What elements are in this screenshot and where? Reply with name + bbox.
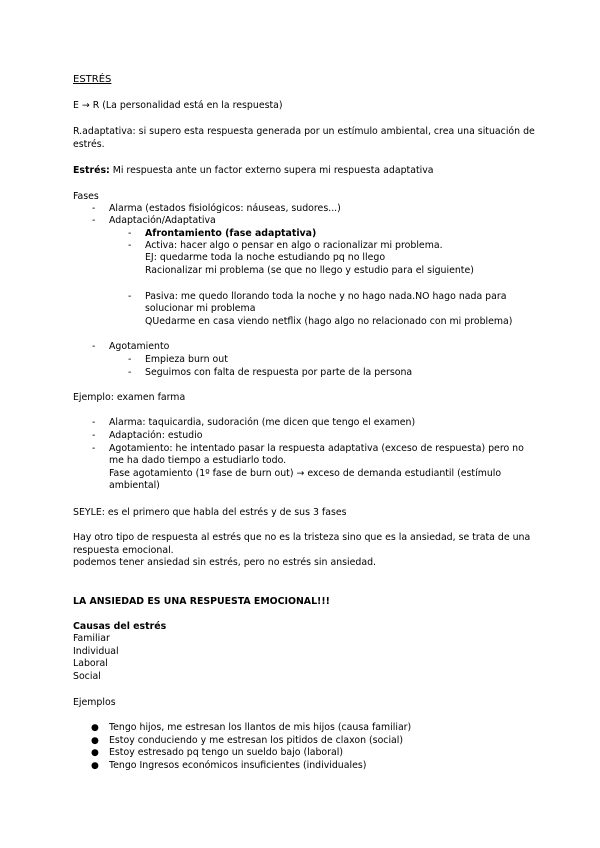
bullet-icon: ● (91, 736, 99, 746)
estres-label: Estrés: (73, 165, 110, 176)
seyle-line: SEYLE: es el primero que habla del estrés y de sus 3 fases (73, 507, 347, 518)
dash-marker: - (92, 203, 96, 214)
estres-definition (73, 165, 434, 178)
ejemplo-item: Estoy estresado pq tengo un sueldo bajo (laboral) (109, 747, 344, 758)
afrontamiento-heading: Afrontamiento (fase adaptativa) (145, 228, 317, 239)
fase-alarma: Alarma (estados fisiológicos: náuseas, sudores...) (109, 203, 341, 214)
ejemplo-agotamiento-1: Agotamiento: he intentado pasar la respuesta adaptativa (exceso de respuesta) pero no (109, 443, 524, 454)
causas-heading: Causas del estrés (73, 621, 167, 632)
ejemplo-item: Estoy conduciendo y me estresan los pitidos de claxon (social) (109, 735, 404, 746)
ejemplos-heading: Ejemplos (73, 697, 116, 708)
ejemplo-agotamiento-2: me ha dado tiempo a estudiarlo todo. (109, 455, 287, 466)
agotamiento-burnout: Empieza burn out (145, 354, 228, 365)
bullet-icon: ● (91, 723, 99, 733)
bullet-icon: ● (91, 748, 99, 758)
ejemplo-heading: Ejemplo: examen farma (73, 392, 186, 403)
radaptativa-line-2: estrés. (73, 139, 105, 150)
dash-marker: - (128, 240, 132, 251)
dash-marker: - (92, 430, 96, 441)
causa-item: Familiar (73, 633, 110, 644)
activa-line-2: EJ: quedarme toda la noche estudiando pq no llego (145, 252, 386, 263)
dash-marker: - (128, 228, 132, 239)
agotamiento-seguimos: Seguimos con falta de respuesta por parte de la persona (145, 367, 413, 378)
ejemplo-agotamiento-4: ambiental) (109, 480, 160, 491)
fases-heading: Fases (73, 191, 99, 202)
ejemplo-alarma: Alarma: taquicardia, sudoración (me dicen que tengo el examen) (109, 417, 416, 428)
ansiedad-line-1: Hay otro tipo de respuesta al estrés que no es la tristeza sino que es la ansiedad, se trata de una (73, 532, 531, 543)
causa-item: Laboral (73, 658, 108, 669)
ansiedad-heading: LA ANSIEDAD ES UNA RESPUESTA EMOCIONAL!!! (73, 596, 330, 607)
pasiva-line-3: QUedarme en casa viendo netflix (hago algo no relacionado con mi problema) (145, 316, 513, 327)
page-title: ESTRÉS (73, 74, 112, 85)
ansiedad-line-3: podemos tener ansiedad sin estrés, pero no estrés sin ansiedad. (73, 557, 377, 568)
er-line: E → R (La personalidad está en la respuesta) (73, 100, 283, 111)
estres-text: Mi respuesta ante un factor externo supera mi respuesta adaptativa (109, 165, 434, 176)
dash-marker: - (128, 354, 132, 365)
pasiva-line-2: solucionar mi problema (145, 303, 256, 314)
fase-agotamiento: Agotamiento (109, 341, 170, 352)
ejemplo-adaptacion: Adaptación: estudio (109, 430, 203, 441)
causa-item: Individual (73, 646, 119, 657)
radaptativa-line-1: R.adaptativa: si supero esta respuesta generada por un estímulo ambiental, crea una situación de (73, 126, 535, 137)
ejemplo-item: Tengo hijos, me estresan los llantos de mis hijos (causa familiar) (109, 722, 412, 733)
dash-marker: - (92, 417, 96, 428)
fase-adaptacion: Adaptación/Adaptativa (109, 215, 216, 226)
dash-marker: - (92, 341, 96, 352)
dash-marker: - (92, 215, 96, 226)
pasiva-line-1: Pasiva: me quedo llorando toda la noche y no hago nada.NO hago nada para (145, 291, 507, 302)
activa-line-1: Activa: hacer algo o pensar en algo o racionalizar mi problema. (145, 240, 443, 251)
ejemplo-agotamiento-3: Fase agotamiento (1º fase de burn out) → exceso de demanda estudiantil (estímulo (109, 468, 502, 479)
dash-marker: - (128, 291, 132, 302)
bullet-icon: ● (91, 761, 99, 771)
ansiedad-line-2: respuesta emocional. (73, 545, 174, 556)
activa-line-3: Racionalizar mi problema (se que no llego y estudio para el siguiente) (145, 265, 474, 276)
causa-item: Social (73, 671, 101, 682)
ejemplo-item: Tengo Ingresos económicos insuficientes (individuales) (109, 760, 367, 771)
dash-marker: - (92, 443, 96, 454)
dash-marker: - (128, 367, 132, 378)
